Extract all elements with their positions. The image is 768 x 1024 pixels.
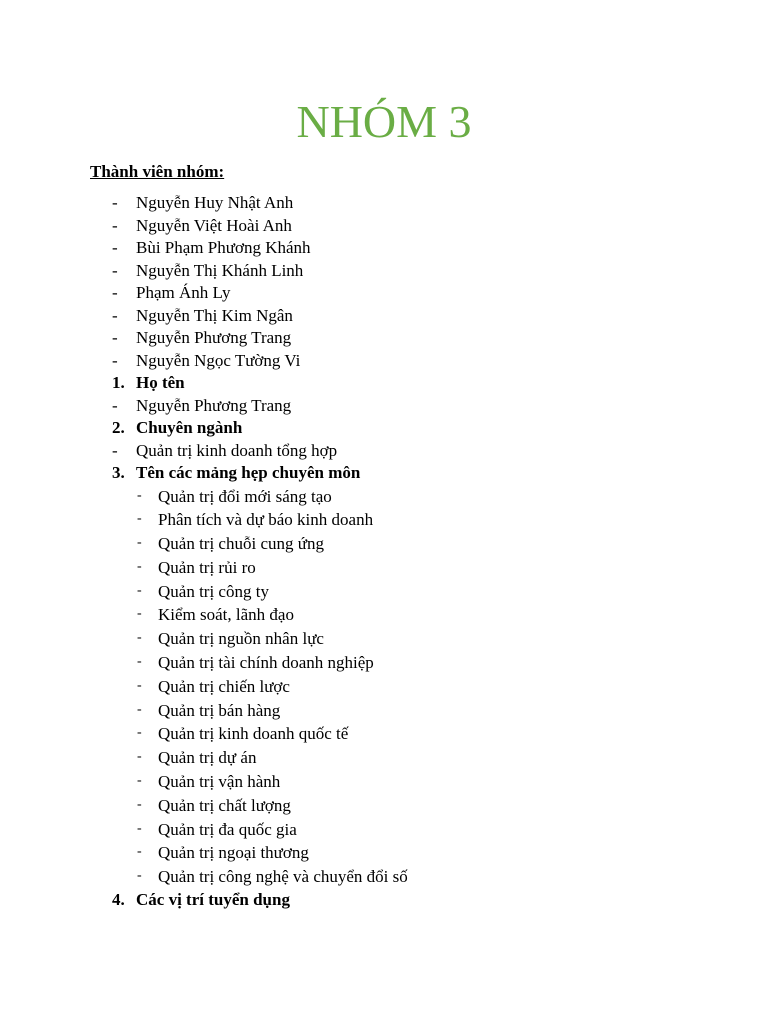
bullet-dash: - (137, 630, 142, 646)
bullet-dash: - (137, 582, 142, 598)
specialty-item (0, 746, 768, 770)
specialty-item (0, 532, 768, 556)
specialty-item-text: Quản trị chất lượng (158, 795, 291, 815)
specialty-item-text: Quản trị ngoại thương (158, 843, 309, 863)
bullet-dash: - (112, 440, 118, 460)
bullet-dash: - (137, 511, 142, 527)
specialty-item (0, 794, 768, 818)
bullet-dash: - (137, 487, 142, 503)
specialty-item (0, 508, 768, 532)
specialty-item (0, 603, 768, 627)
member-item-text: Nguyễn Phương Trang (136, 328, 292, 347)
document-title: NHÓM 3 (296, 96, 472, 147)
bullet-dash: - (112, 350, 118, 370)
section-number: 3. (112, 463, 125, 482)
bullet-dash: - (137, 773, 142, 789)
bullet-dash: - (137, 558, 142, 574)
document-list (0, 192, 768, 912)
bullet-dash: - (112, 215, 118, 235)
members-heading: Thành viên nhóm: (90, 162, 225, 181)
section-number: 1. (112, 373, 125, 392)
bullet-dash: - (112, 283, 118, 302)
specialty-item (0, 485, 768, 509)
bullet-dash: - (112, 193, 118, 212)
member-item (0, 260, 768, 283)
section-heading (0, 462, 768, 485)
bullet-dash: - (137, 701, 142, 717)
specialty-item (0, 722, 768, 746)
specialty-item-text: Phân tích và dự báo kinh doanh (158, 510, 374, 530)
bullet-dash: - (112, 328, 118, 347)
specialty-item (0, 699, 768, 723)
member-item (0, 192, 768, 215)
bullet-dash: - (112, 395, 118, 415)
specialty-item (0, 818, 768, 842)
section-heading (0, 889, 768, 912)
specialty-item (0, 865, 768, 889)
specialty-item-text: Quản trị dự án (158, 748, 257, 768)
section-heading-text: Họ tên (136, 373, 185, 392)
bullet-dash: - (137, 749, 142, 765)
specialty-item (0, 770, 768, 794)
section-heading-text: Chuyên ngành (136, 418, 243, 437)
specialty-item (0, 580, 768, 604)
member-item-text: Bùi Phạm Phương Khánh (136, 238, 311, 257)
section-item (0, 440, 768, 463)
member-item (0, 237, 768, 260)
member-item-text: Nguyễn Thị Khánh Linh (136, 260, 304, 280)
member-item (0, 350, 768, 373)
specialty-item-text: Quản trị tài chính doanh nghiệp (158, 653, 374, 673)
bullet-dash: - (137, 868, 142, 884)
bullet-dash: - (137, 725, 142, 741)
bullet-dash: - (137, 535, 142, 551)
specialty-item (0, 627, 768, 651)
section-heading-text: Các vị trí tuyển dụng (136, 890, 290, 910)
bullet-dash: - (137, 677, 142, 693)
section-item-text: Quản trị kinh doanh tổng hợp (136, 440, 338, 460)
specialty-item-text: Quản trị chuỗi cung ứng (158, 534, 324, 554)
specialty-item-text: Quản trị bán hàng (158, 700, 281, 720)
bullet-dash: - (137, 796, 142, 812)
specialty-item (0, 651, 768, 675)
specialty-item-text: Kiểm soát, lãnh đạo (158, 605, 294, 625)
specialty-item-text: Quản trị rủi ro (158, 557, 256, 577)
specialty-item-text: Quản trị đa quốc gia (158, 819, 297, 839)
section-number: 2. (112, 418, 125, 437)
specialty-item-text: Quản trị nguồn nhân lực (158, 629, 324, 649)
member-item (0, 282, 768, 305)
bullet-dash: - (137, 654, 142, 670)
section-item (0, 395, 768, 418)
bullet-dash: - (112, 305, 118, 325)
bullet-dash: - (137, 606, 142, 622)
member-item-text: Phạm Ánh Ly (136, 283, 231, 302)
bullet-dash: - (137, 844, 142, 860)
member-item (0, 215, 768, 238)
member-item-text: Nguyễn Huy Nhật Anh (136, 193, 294, 212)
section-heading-text: Tên các mảng hẹp chuyên môn (136, 463, 361, 482)
section-heading (0, 372, 768, 395)
specialty-item (0, 841, 768, 865)
member-item (0, 305, 768, 328)
member-item-text: Nguyễn Thị Kim Ngân (136, 305, 293, 325)
specialty-item-text: Quản trị vận hành (158, 772, 281, 792)
specialty-item (0, 675, 768, 699)
member-item-text: Nguyễn Ngọc Tường Vi (136, 350, 301, 370)
bullet-dash: - (112, 238, 118, 257)
bullet-dash: - (112, 260, 118, 280)
specialty-item-text: Quản trị công ty (158, 581, 269, 601)
section-number: 4. (112, 890, 125, 910)
specialty-item-text: Quản trị kinh doanh quốc tế (158, 724, 349, 744)
specialty-item-text: Quản trị công nghệ và chuyển đổi số (158, 867, 408, 887)
member-item-text: Nguyễn Việt Hoài Anh (136, 215, 292, 235)
bullet-dash: - (137, 820, 142, 836)
section-item-text: Nguyễn Phương Trang (136, 395, 292, 415)
specialty-item (0, 556, 768, 580)
member-item (0, 327, 768, 350)
specialty-item-text: Quản trị đổi mới sáng tạo (158, 486, 332, 506)
section-heading (0, 417, 768, 440)
specialty-item-text: Quản trị chiến lược (158, 676, 290, 696)
